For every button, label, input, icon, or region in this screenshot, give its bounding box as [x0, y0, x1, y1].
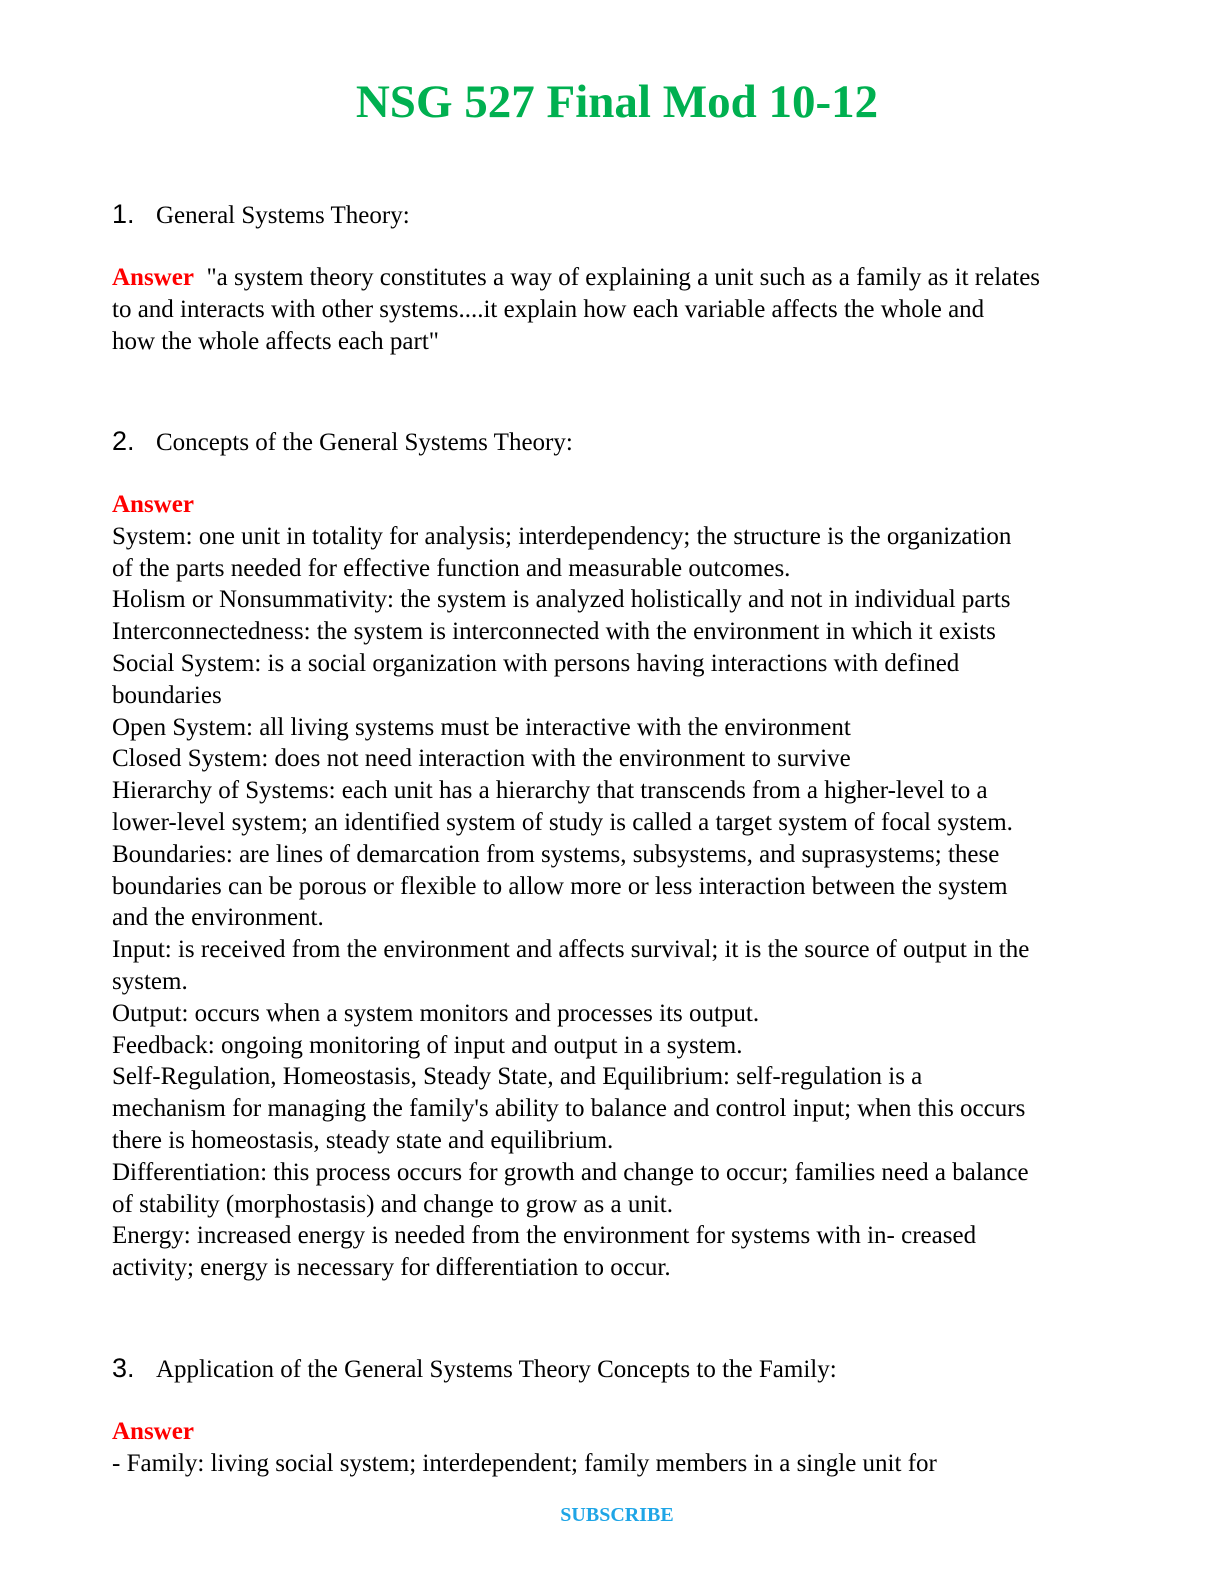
concept-line: boundaries — [112, 681, 222, 709]
concept-line: boundaries can be porous or flexible to allow more or less interaction between the system — [112, 872, 1008, 900]
concept-line: Input: is received from the environment and affects survival; it is the source of output in the — [112, 936, 1030, 964]
question-2-answer — [112, 489, 1122, 1284]
concept-line: Social System: is a social organization with persons having interactions with defined — [112, 649, 960, 677]
question-number: 2. — [112, 426, 135, 456]
concept-line: mechanism for managing the family's ability to balance and control input; when this occurs — [112, 1095, 1026, 1123]
question-text: General Systems Theory: — [156, 202, 410, 229]
answer-label: Answer — [112, 1418, 194, 1445]
question-text: Concepts of the General Systems Theory: — [156, 429, 573, 456]
answer-line: - Family: living social system; interdependent; family members in a single unit for — [112, 1449, 937, 1477]
question-2-heading — [112, 425, 573, 459]
answer-label: Answer — [112, 264, 194, 291]
concept-line: and the environment. — [112, 904, 324, 932]
question-3-answer — [112, 1416, 1122, 1480]
question-number: 3. — [112, 1353, 135, 1383]
answer-line: how the whole affects each part" — [112, 327, 439, 355]
question-number: 1. — [112, 199, 135, 229]
concept-line: Energy: increased energy is needed from the environment for systems with in- creased — [112, 1222, 977, 1250]
concept-line: Boundaries: are lines of demarcation from systems, subsystems, and suprasystems; these — [112, 840, 1000, 868]
concept-line: of the parts needed for effective function and measurable outcomes. — [112, 554, 791, 582]
concept-line: System: one unit in totality for analysis; interdependency; the structure is the organization — [112, 522, 1012, 550]
concept-line: activity; energy is necessary for differentiation to occur. — [112, 1254, 671, 1282]
question-3-heading — [112, 1352, 837, 1386]
document-title: NSG 527 Final Mod 10-12 — [355, 76, 879, 128]
concept-line: of stability (morphostasis) and change to grow as a unit. — [112, 1190, 673, 1218]
concept-line: Output: occurs when a system monitors and processes its output. — [112, 999, 760, 1027]
concept-line: Feedback: ongoing monitoring of input and output in a system. — [112, 1031, 743, 1059]
concept-line: Self-Regulation, Homeostasis, Steady State, and Equilibrium: self-regulation is a — [112, 1063, 923, 1091]
question-1-answer — [112, 262, 1122, 357]
subscribe-link[interactable]: SUBSCRIBE — [560, 1504, 674, 1526]
concept-line: Holism or Nonsummativity: the system is analyzed holistically and not in individual parts — [112, 586, 1011, 614]
question-text: Application of the General Systems Theory Concepts to the Family: — [156, 1356, 837, 1383]
answer-label: Answer — [112, 491, 194, 518]
concept-line: Differentiation: this process occurs for growth and change to occur; families need a balance — [112, 1158, 1029, 1186]
concept-line: Open System: all living systems must be interactive with the environment — [112, 713, 851, 741]
concept-line: Closed System: does not need interaction with the environment to survive — [112, 745, 851, 773]
concept-line: lower-level system; an identified system of study is called a target system of focal system. — [112, 808, 1013, 836]
concept-line: Interconnectedness: the system is interconnected with the environment in which it exists — [112, 618, 996, 646]
answer-line: to and interacts with other systems....it explain how each variable affects the whole and — [112, 295, 985, 323]
concept-line: there is homeostasis, steady state and equilibrium. — [112, 1126, 614, 1154]
answer-line — [112, 262, 1122, 294]
question-1-heading — [112, 198, 410, 232]
answer-text: "a system theory constitutes a way of explaining a unit such as a family as it relates — [206, 264, 1041, 291]
concept-line: Hierarchy of Systems: each unit has a hierarchy that transcends from a higher-level to a — [112, 777, 988, 805]
concept-line: system. — [112, 967, 188, 995]
